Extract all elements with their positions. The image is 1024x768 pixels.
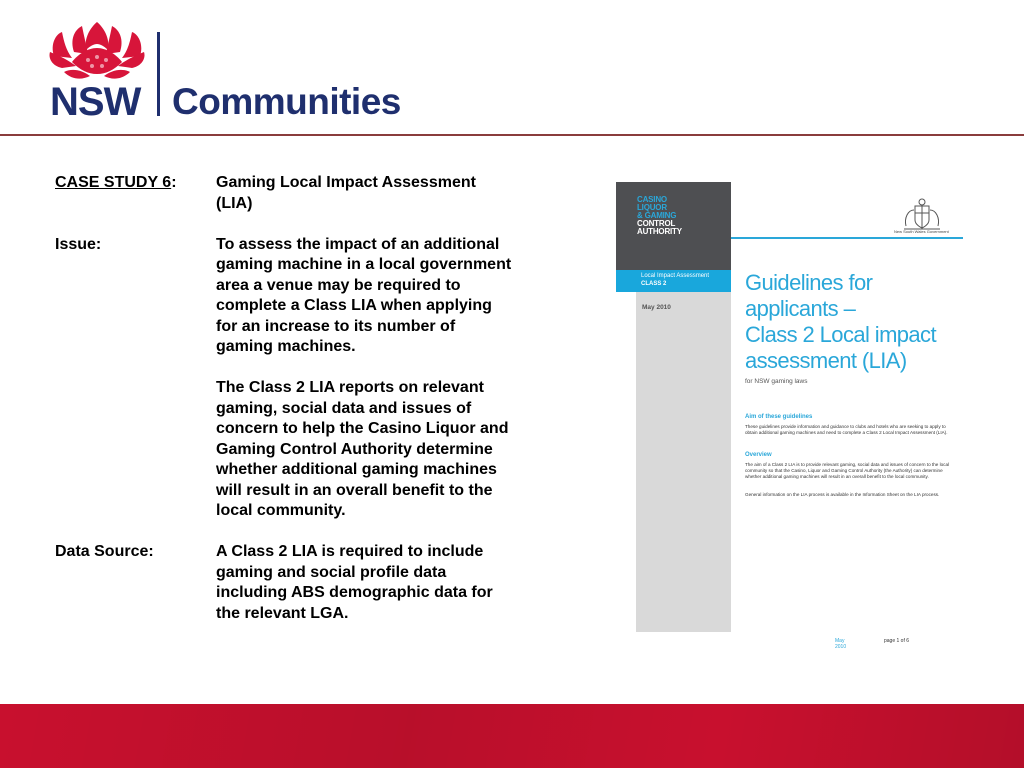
doc-sidebar (636, 292, 731, 632)
data-source-line: A Class 2 LIA is required to include (216, 543, 484, 560)
waratah-logo-icon (48, 22, 146, 84)
issue-line: will result in an overall benefit to the (216, 481, 493, 499)
header (0, 0, 1024, 135)
issue-line: gaming, social data and issues of (216, 399, 472, 417)
doc-footer-date: May 2010 (835, 638, 847, 650)
data-source-line: gaming and social profile data (216, 563, 447, 581)
issue-line: complete a Class LIA when applying (216, 297, 492, 314)
authority-wordmark: CASINO LIQUOR & GAMING CONTROL AUTHORITY (637, 195, 682, 236)
doc-page-number: page 1 of 6 (884, 638, 910, 644)
issue-line: concern to help the Casino Liquor and (216, 420, 509, 437)
doc-title: Guidelines for applicants – Class 2 Local impact assessment (LIA) (745, 270, 936, 373)
department-name: Communities (172, 81, 401, 122)
issue-row (55, 235, 545, 522)
issue-line: To assess the impact of an additional (216, 235, 500, 253)
doc-general-text: General information on the LIA process is available in the Information Sheet on the LIA process. (745, 492, 940, 497)
issue-label: Issue: (55, 235, 102, 253)
logo-divider (157, 32, 160, 116)
nsw-logotype: NSW (50, 80, 141, 124)
data-source-label: Data Source: (55, 543, 154, 560)
doc-accent-rule (731, 237, 963, 239)
case-study-title-row (55, 173, 545, 214)
case-study-title-line: (LIA) (216, 194, 253, 212)
doc-overview-text: The aim of a Class 2 LIA is to provide relevant gaming, social data and issues of concern to the local community so that the Casino, Liquor and Gaming Control Authority (the Authority) can determine whether additional gaming machines will result in an overall benefit to the local community. (745, 462, 950, 479)
data-source-text (216, 542, 534, 624)
case-study-colon: : (171, 174, 177, 191)
crest-caption: New South Wales Government (894, 229, 949, 234)
header-divider (0, 134, 1024, 136)
guidelines-document-thumbnail (616, 182, 966, 652)
doc-aim-text: These guidelines provide information and guidance to clubs and hotels who are seeking to apply to obtain additional gaming machines and need to complete a Class 2 Local Impact Assessment (LIA). (745, 424, 948, 435)
case-study-label (55, 173, 215, 194)
footer-band (0, 704, 1024, 768)
issue-text (216, 235, 534, 522)
issue-line: Gaming Control Authority determine (216, 440, 493, 458)
doc-date: May 2010 (642, 304, 671, 311)
issue-line: gaming machine in a local government (216, 256, 512, 273)
issue-line: whether additional gaming machines (216, 461, 497, 478)
nsw-coat-of-arms-icon (900, 198, 944, 232)
data-source-line: the relevant LGA. (216, 604, 349, 622)
footer-shading (0, 704, 1024, 768)
issue-line: for an increase to its number of (216, 317, 456, 335)
doc-category-tab: Local Impact Assessment CLASS 2 (616, 270, 731, 292)
doc-aim-heading: Aim of these guidelines (745, 414, 813, 420)
issue-line: The Class 2 LIA reports on relevant (216, 379, 484, 396)
data-source-line: including ABS demographic data for (216, 584, 493, 601)
issue-line: area a venue may be required to (216, 276, 461, 294)
case-study-title-line: Gaming Local Impact Assessment (216, 174, 476, 191)
case-study-content (55, 173, 545, 624)
case-study-title (216, 173, 534, 214)
data-source-row (55, 542, 545, 624)
doc-overview-heading: Overview (745, 452, 772, 458)
issue-line: local community. (216, 502, 346, 519)
doc-subtitle: for NSW gaming laws (745, 378, 808, 385)
issue-line: gaming machines. (216, 338, 356, 355)
case-study-number: CASE STUDY 6 (55, 174, 172, 191)
